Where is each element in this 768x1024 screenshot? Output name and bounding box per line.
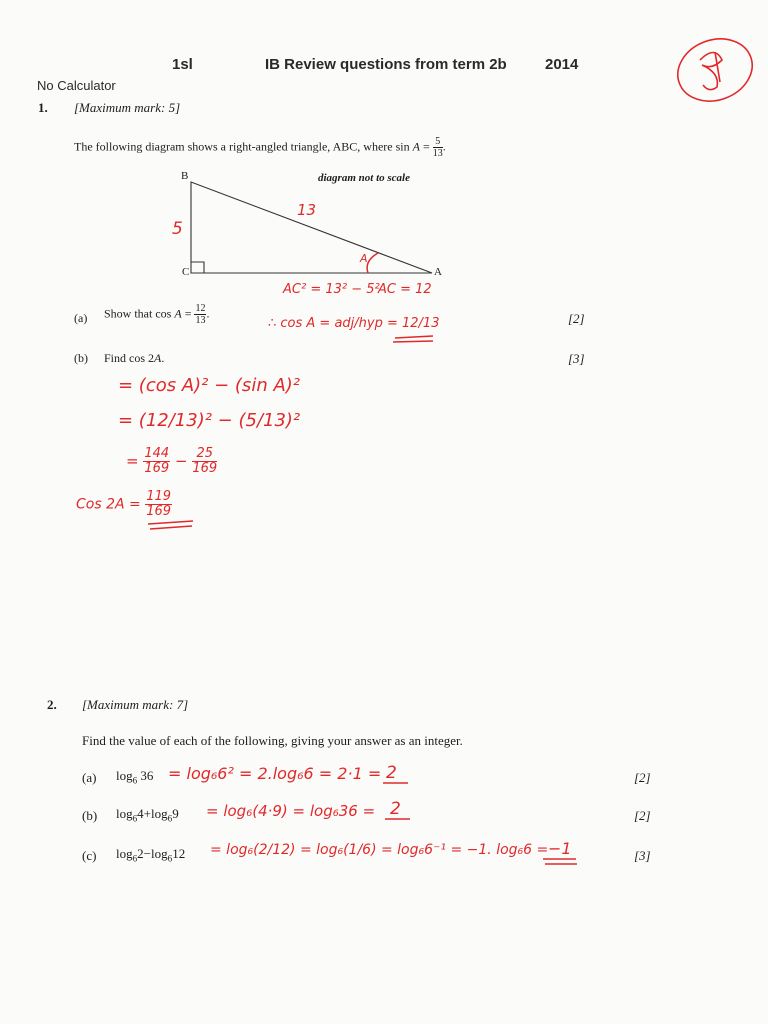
hand-q2a-work: = log₆6² = 2.log₆6 = 2·1 = (168, 764, 382, 783)
vertex-a: A (434, 266, 442, 278)
q1a-num: 12 (195, 303, 206, 314)
hand-q2b-answer: 2 (390, 799, 401, 819)
hand-b-answer-den: 169 (146, 504, 172, 519)
q1b-label: (b) (74, 351, 88, 365)
q2c-expr (116, 846, 185, 864)
q2b-base1: 6 (132, 813, 138, 824)
q2a-label: (a) (82, 770, 97, 785)
q1a-end: . (206, 306, 210, 321)
q2c-marks: [3] (634, 848, 651, 863)
q2c-log2: log (151, 846, 168, 861)
hand-pythagoras: AC² = 13² − 5² (283, 282, 380, 297)
cos-a-underline (393, 336, 433, 342)
q2b-log2: log (151, 806, 168, 821)
q1b-text (104, 351, 164, 366)
q2c-minus: − (143, 846, 152, 861)
year: 2014 (545, 56, 579, 73)
hand-b-answer (76, 490, 172, 519)
teacher-signature-icon (669, 29, 761, 111)
q2b-log1: log (116, 806, 133, 821)
q2c-underline (543, 859, 577, 864)
hand-q2c-answer: −1 (548, 839, 572, 858)
q2c-arg2: 12 (172, 846, 186, 861)
hand-b-frac1 (143, 447, 170, 476)
triangle-diagram (191, 182, 432, 273)
q2a-arg: 36 (140, 768, 154, 783)
q1a-label: (a) (74, 311, 88, 325)
q1a-fraction (194, 303, 206, 326)
q2b-marks: [2] (634, 808, 651, 823)
q2b-expr (116, 806, 179, 824)
q1-intro-var: A (412, 139, 420, 154)
hand-b-answer-frac (145, 490, 172, 519)
q2a-log: log (116, 768, 133, 783)
q1-intro (74, 136, 446, 159)
q2c-log1: log (116, 846, 133, 861)
q2c-base1: 6 (132, 853, 138, 864)
q1b-var: A (154, 351, 162, 365)
q2b-base2: 6 (167, 813, 173, 824)
q1-intro-fraction (433, 136, 443, 159)
hand-b-frac2 (192, 447, 217, 476)
q1b-end: . (161, 351, 165, 365)
hand-cos-a-work: ∴ cos A = adj/hyp = 12/13 (268, 316, 440, 331)
q2c-label: (c) (82, 848, 97, 863)
q1b-text-main: Find cos 2 (104, 351, 155, 365)
cos2a-underline (148, 521, 193, 529)
q1a-eq: = (181, 306, 192, 321)
hand-b-answer-num: 119 (146, 489, 172, 504)
q1a-text-main: Show that cos (104, 306, 175, 321)
hand-q2a-answer: 2 (386, 763, 397, 783)
q1-intro-den: 13 (432, 148, 443, 159)
hand-b-den2: 169 (192, 461, 218, 476)
hand-b-line3 (126, 447, 217, 476)
hand-b-line2: = (12/13)² − (5/13)² (118, 410, 301, 431)
hand-side-13: 13 (297, 201, 317, 219)
q2-number: 2. (47, 697, 57, 712)
hand-b-num2: 25 (192, 447, 217, 462)
hand-q2c-work: = log₆(2/12) = log₆(1/6) = log₆6⁻¹ = −1. log₆6 = (210, 842, 549, 858)
q2b-arg2: 9 (172, 806, 179, 821)
hand-b-minus: − (174, 452, 188, 470)
vertex-c: C (182, 266, 190, 278)
hand-b-num1: 144 (144, 446, 170, 461)
angle-a-arc (367, 253, 378, 273)
q1-max-mark: [Maximum mark: 5] (74, 100, 181, 115)
vertex-b: B (181, 170, 189, 182)
triangle-abc (191, 182, 432, 273)
q1b-marks: [3] (568, 351, 585, 366)
hand-q2b-work: = log₆(4·9) = log₆36 = (206, 802, 376, 820)
hand-b-eq: = (126, 452, 144, 470)
right-angle-marker (191, 262, 204, 273)
q2b-label: (b) (82, 808, 98, 823)
q2a-marks: [2] (634, 770, 651, 785)
page-title: IB Review questions from term 2b (265, 56, 507, 73)
q1-intro-eq: = (419, 139, 430, 154)
q1-intro-text: The following diagram shows a right-angled triangle, ABC, where sin (74, 139, 413, 154)
no-calculator-label: No Calculator (37, 78, 116, 93)
hand-ac-value: AC = 12 (378, 282, 432, 297)
hand-b-answer-prefix: Cos 2A = (76, 496, 141, 513)
q1a-var: A (174, 306, 182, 321)
hand-angle-a: A (360, 252, 368, 265)
q1a-marks: [2] (568, 311, 585, 326)
q1-number: 1. (38, 100, 48, 115)
q2-max-mark: [Maximum mark: 7] (82, 697, 189, 712)
q2b-plus: + (143, 806, 152, 821)
q1-intro-end: . (442, 139, 446, 154)
q1a-den: 13 (195, 315, 206, 326)
q2-intro: Find the value of each of the following, giving your answer as an integer. (82, 733, 463, 748)
hand-b-den1: 169 (144, 461, 170, 476)
q2b-arg1: 4 (137, 806, 144, 821)
q2a-expr (116, 768, 153, 786)
q1-intro-num: 5 (433, 136, 443, 148)
diagram-note: diagram not to scale (318, 172, 410, 184)
hand-side-5: 5 (172, 219, 183, 239)
q1a-text (104, 303, 209, 326)
q2a-base: 6 (132, 775, 138, 786)
q2c-base2: 6 (167, 853, 173, 864)
q2c-arg1: 2 (137, 846, 144, 861)
class-code: 1sl (172, 56, 193, 73)
hand-b-line1: = (cos A)² − (sin A)² (118, 375, 300, 396)
